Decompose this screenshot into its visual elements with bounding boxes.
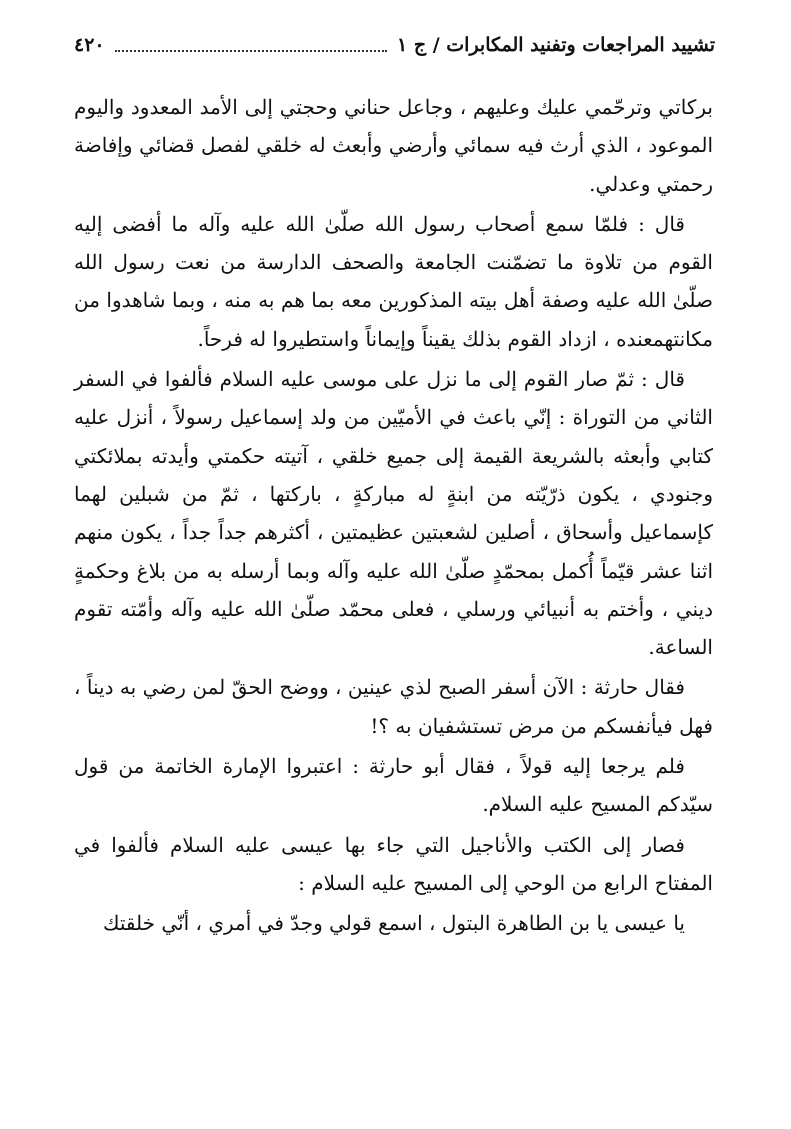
page-number: ٤٢٠ [74, 34, 105, 56]
paragraph: بركاتي وترحّمي عليك وعليهم ، وجاعل حناني وحجتي إلى الأمد المعدود واليوم الموعود ، الذي أرث فيه سمائي وأرضي وأبعث له خلقي لفصل قضائي وإفاضة رحمتي وعدلي. [74, 95, 713, 196]
paragraph: يا عيسى يا بن الطاهرة البتول ، اسمع قولي وجدّ في أمري ، أنّي خلقتك [103, 911, 685, 936]
running-title: تشييد المراجعات وتفنيد المكابرات / ج ١ [397, 34, 715, 56]
paragraph: فلم يرجعا إليه قولاً ، فقال أبو حارثة : اعتبروا الإمارة الخاتمة من قول سيّدكم المسيح عليه السلام. [74, 754, 713, 817]
paragraph: فقال حارثة : الآن أسفر الصبح لذي عينين ، ووضح الحقّ لمن رضي به ديناً ، فهل فيأنفسكم من مرض تستشفيان به ؟! [74, 675, 713, 738]
paragraph: قال : فلمّا سمع أصحاب رسول الله صلّىٰ الله عليه وآله ما أفضى إليه القوم من تلاوة ما تضمّنت الجامعة والصحف الدارسة من نعت رسول الله صلّىٰ الله عليه وصفة أهل بيته المذكورين معه بما هم به منه ، وبما شاهدوا من مكانتهمعنده ، ازداد القوم بذلك يقيناً وإيماناً واستطيروا له فرحاً. [74, 211, 713, 351]
header-dot-leader [115, 38, 387, 52]
paragraph: قال : ثمّ صار القوم إلى ما نزل على موسى عليه السلام فألفوا في السفر الثاني من التوراة : إنّي باعث في الأميّين من ولد إسماعيل رسولاً ، أنزل عليه كتابي وأبعثه بالشريعة القيمة إلى جميع خلقي ، آتيته حكمتي وأيدته بملائكتي وجنودي ، يكون ذرّيّته من ابنةٍ له مباركةٍ ، باركتها ، ثمّ من شبلين لهما كإسماعيل وأسحاق ، أصلين لشعبتين عظيمتين ، أكثرهم جداً جداً ، يكون منهم اثنا عشر قيّماً أُكمل بمحمّدٍ صلّىٰ الله عليه وآله وبما أرسله به من بلاغ وحكمةٍ ديني ، وأختم به أنبيائي ورسلي ، فعلى محمّد صلّىٰ الله عليه وآله وأمّته تقوم الساعة. [74, 367, 713, 660]
paragraph: فصار إلى الكتب والأناجيل التي جاء بها عيسى عليه السلام فألفوا في المفتاح الرابع من الوحي إلى المسيح عليه السلام : [74, 832, 713, 895]
page-body [74, 88, 713, 945]
page-header [74, 28, 715, 62]
